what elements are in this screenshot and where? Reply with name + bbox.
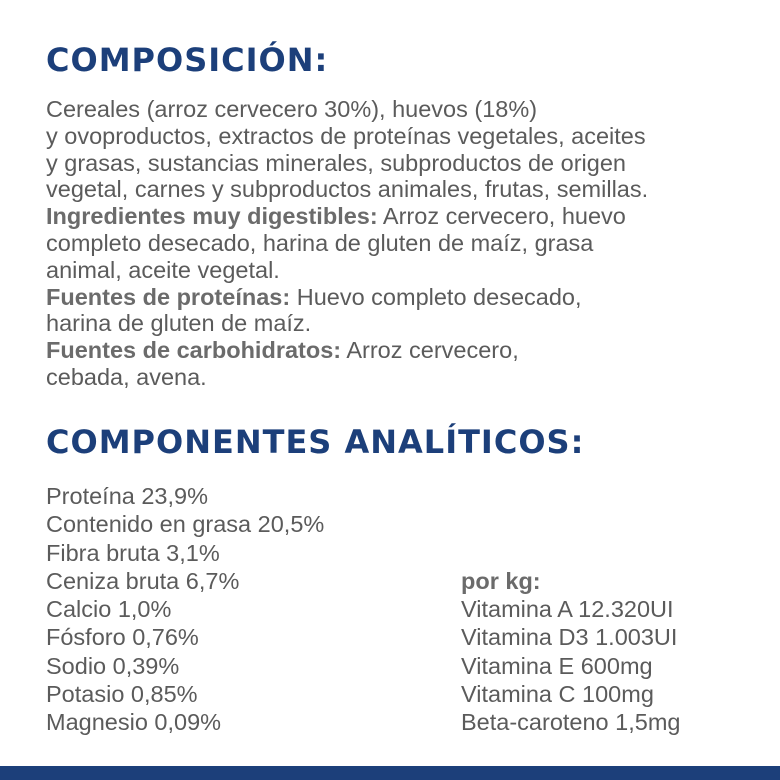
list-item: Potasio 0,85% xyxy=(46,681,198,708)
list-item: Magnesio 0,09% xyxy=(46,709,222,736)
list-item: Fibra bruta 3,1% xyxy=(46,539,220,566)
list-item: Calcio 1,0% xyxy=(46,596,172,623)
proteinas-line: harina de gluten de maíz. xyxy=(46,310,312,337)
list-item: Ceniza bruta 6,7% xyxy=(46,567,240,594)
carbohidratos-line: cebada, avena. xyxy=(46,363,207,390)
composicion-line: y grasas, sustancias minerales, subproductos de origen xyxy=(46,149,626,176)
digestibles-label: Ingredientes muy digestibles: xyxy=(46,203,378,230)
per-kg-list xyxy=(461,595,680,736)
bottom-bar xyxy=(0,766,780,780)
list-item: Vitamina A 12.320UI xyxy=(461,596,674,622)
composicion-line: y ovoproductos, extractos de proteínas vegetales, aceites xyxy=(46,122,646,149)
digestibles-line: animal, aceite vegetal. xyxy=(46,256,280,283)
carbohidratos-line xyxy=(46,337,766,364)
list-item: Sodio 0,39% xyxy=(46,652,180,679)
list-item: Proteína 23,9% xyxy=(46,483,208,509)
proteinas-text: Huevo completo desecado, xyxy=(290,283,582,310)
list-item: Contenido en grasa 20,5% xyxy=(46,511,325,538)
composicion-heading: COMPOSICIÓN: xyxy=(46,41,329,79)
carbohidratos-label: Fuentes de carbohidratos: xyxy=(46,337,342,364)
digestibles-line: completo desecado, harina de gluten de maíz, grasa xyxy=(46,229,594,256)
proteinas-label: Fuentes de proteínas: xyxy=(46,283,291,310)
composicion-line: vegetal, carnes y subproductos animales, frutas, semillas. xyxy=(46,176,649,203)
list-item: Beta-caroteno 1,5mg xyxy=(461,709,681,736)
per-kg-label: por kg: xyxy=(461,568,541,594)
componentes-heading: COMPONENTES ANALÍTICOS: xyxy=(46,423,585,461)
list-item: Vitamina D3 1.003UI xyxy=(461,624,678,651)
proteinas-line xyxy=(46,284,766,311)
digestibles-line xyxy=(46,203,766,230)
componentes-list xyxy=(46,482,324,737)
composicion-line: Cereales (arroz cervecero 30%), huevos (18%) xyxy=(46,96,538,122)
composicion-body xyxy=(46,96,766,391)
list-item: Vitamina C 100mg xyxy=(461,680,654,707)
list-item: Vitamina E 600mg xyxy=(461,652,653,679)
digestibles-text: Arroz cervecero, huevo xyxy=(377,203,626,230)
carbohidratos-text: Arroz cervecero, xyxy=(341,337,519,364)
list-item: Fósforo 0,76% xyxy=(46,624,199,651)
